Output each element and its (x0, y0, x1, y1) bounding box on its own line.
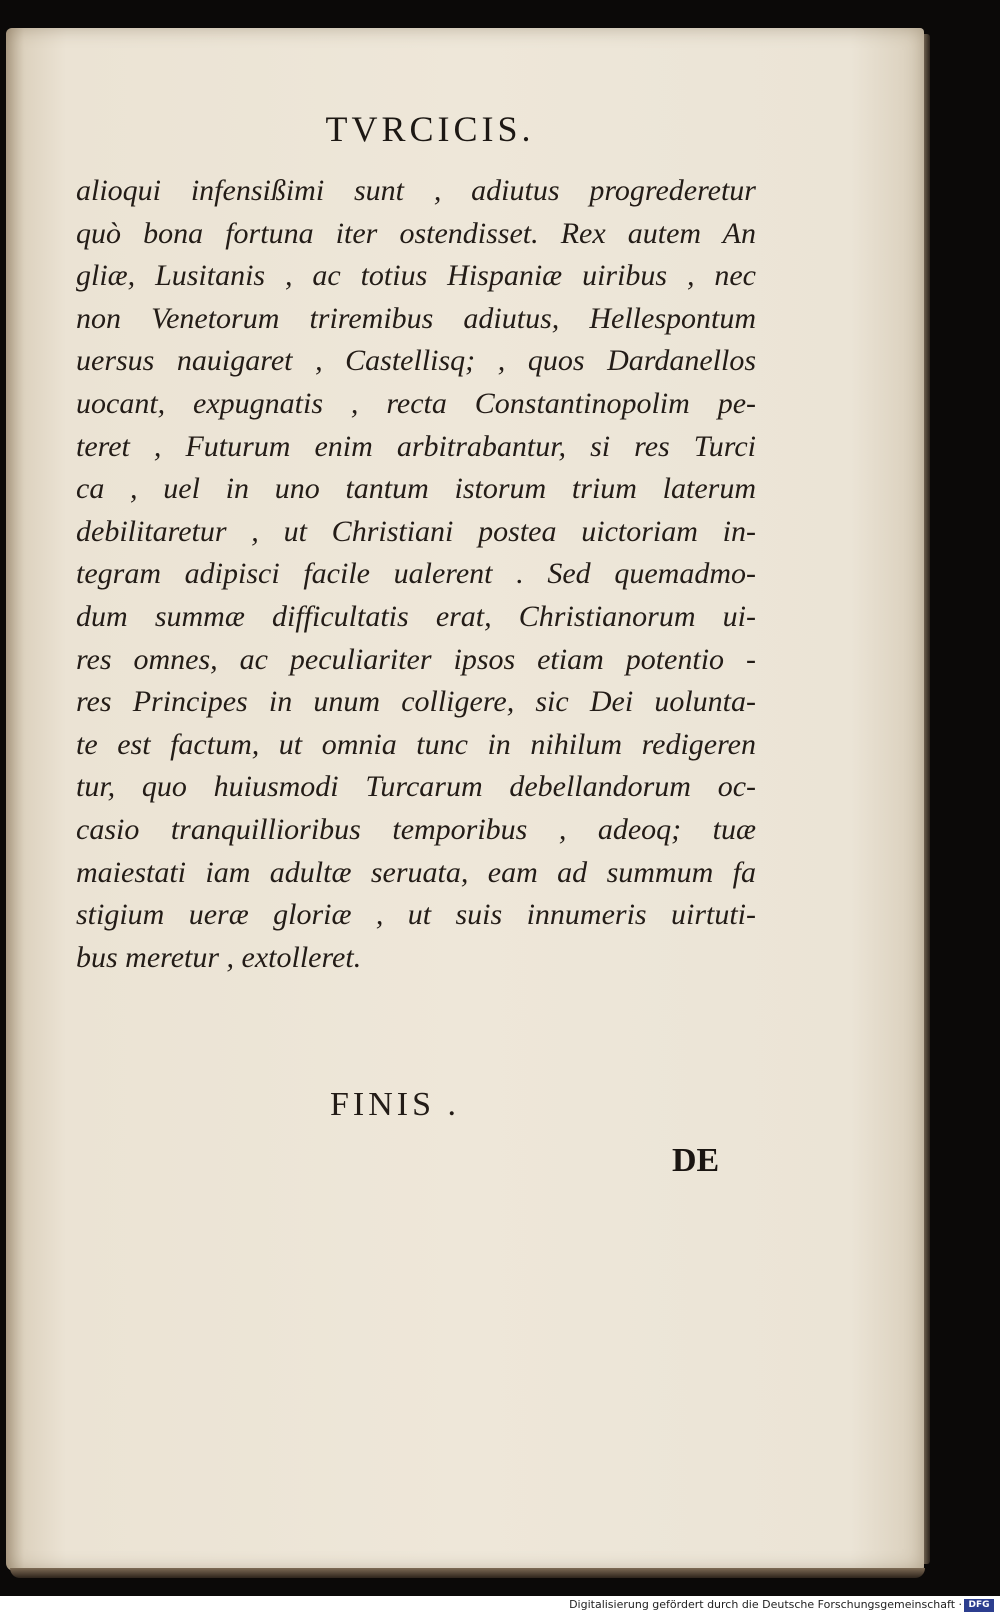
text-line: uersus nauigaret , Castellisq; , quos Dardanellos (76, 344, 756, 378)
text-line: debilitaretur , ut Christiani postea uictoriam in- (76, 514, 756, 548)
page-edge (924, 34, 930, 1564)
body-text (76, 170, 756, 979)
text-line: gliæ, Lusitanis , ac totius Hispaniæ uiribus , nec (76, 259, 756, 293)
text-line: res Principes in unum colligere, sic Dei uolunta- (76, 685, 756, 719)
text-line: res omnes, ac peculiariter ipsos etiam potentio - (76, 642, 756, 676)
text-line: maiestati iam adultæ seruata, eam ad summum fa (76, 855, 756, 889)
running-head: TVRCICIS. (325, 109, 535, 149)
footer-credit: Digitalisierung gefördert durch die Deutsche Forschungsgemeinschaft · (569, 1598, 962, 1611)
text-line: tegram adipisci facile ualerent . Sed quemadmo- (76, 557, 756, 591)
finis-heading: FINIS . (330, 1086, 461, 1123)
text-line: quò bona fortuna iter ostendisset. Rex autem An (76, 216, 756, 250)
catchword: DE (672, 1142, 720, 1179)
page-bottom-edge (10, 1568, 925, 1578)
text-line: non Venetorum triremibus adiutus, Hellespontum (76, 301, 756, 335)
text-line: stigium ueræ gloriæ , ut suis innumeris uirtuti- (76, 898, 756, 932)
text-line: teret , Futurum enim arbitrabantur, si res Turci (76, 429, 756, 463)
text-line: uocant, expugnatis , recta Constantinopolim pe- (76, 386, 756, 420)
text-line: ca , uel in uno tantum istorum trium laterum (76, 472, 756, 506)
text-line: casio tranquillioribus temporibus , adeoq; tuæ (76, 812, 756, 846)
text-line: tur, quo huiusmodi Turcarum debellandorum oc- (76, 770, 756, 804)
text-line: dum summæ difficultatis erat, Christianorum ui- (76, 599, 756, 633)
text-line: te est factum, ut omnia tunc in nihilum redigeren (76, 727, 756, 761)
dfg-logo: DFG (964, 1599, 994, 1612)
text-line-last: bus meretur , extolleret. (76, 940, 362, 974)
text-line: alioqui infensißimi sunt , adiutus progrederetur (76, 174, 756, 207)
